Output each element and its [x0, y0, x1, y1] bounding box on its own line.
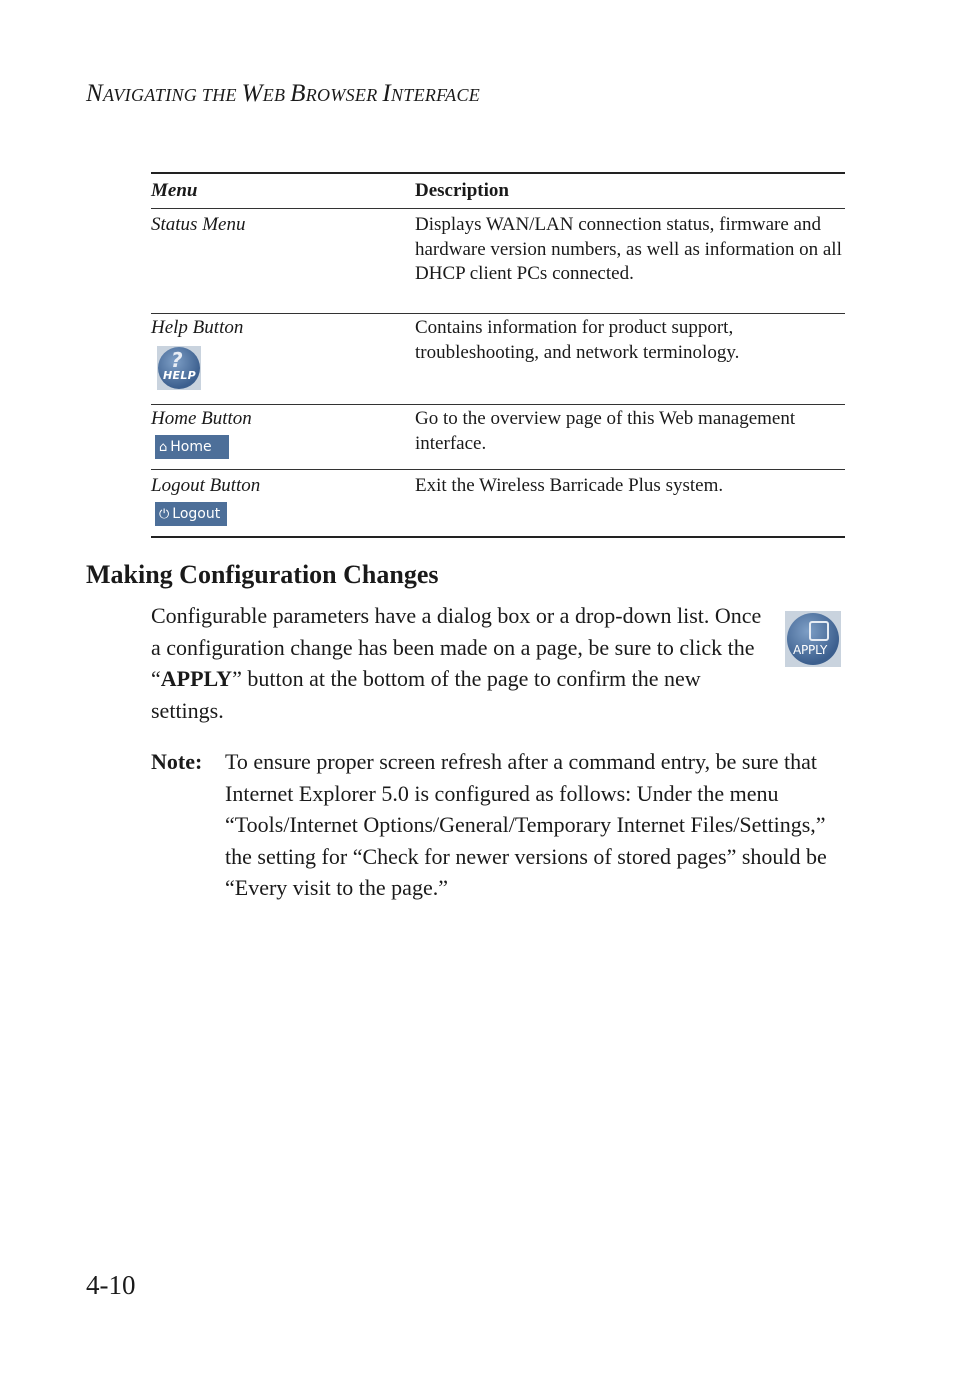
header-cap-1: N — [86, 80, 103, 107]
note-block — [151, 746, 831, 904]
menu-table — [151, 172, 845, 538]
help-question-icon: ? HELP — [157, 346, 201, 390]
menu-description: Displays WAN/LAN connection status, firmware and hardware version numbers, as well as information on all DHCP client PCs connected. — [415, 214, 842, 284]
note-label: Note: — [151, 749, 203, 774]
power-icon: ⏻ — [159, 506, 170, 522]
column-header-menu: Menu — [151, 180, 198, 201]
running-header — [86, 80, 480, 108]
menu-name: Help Button — [151, 317, 244, 338]
home-icon: ⌂ — [159, 439, 168, 455]
help-image-label: HELP — [163, 369, 196, 382]
menu-description: Go to the overview page of this Web management interface. — [415, 408, 796, 454]
menu-description: Exit the Wireless Barricade Plus system. — [415, 475, 724, 496]
header-rest-2: EB — [262, 85, 291, 105]
page-number: 4-10 — [86, 1270, 136, 1300]
header-rest-3: ROWSER — [305, 85, 383, 105]
paragraph-text-2: ” button at the bottom of the page to confirm the new settings. — [151, 666, 701, 723]
logout-button-image — [155, 502, 227, 526]
header-cap-2: W — [241, 80, 263, 107]
header-cap-3: B — [290, 80, 306, 107]
section-paragraph — [151, 600, 776, 726]
table-row — [151, 405, 845, 470]
menu-name: Status Menu — [151, 214, 246, 235]
header-rest-1: AVIGATING THE — [102, 85, 242, 105]
paragraph-bold: APPLY — [160, 666, 233, 691]
header-cap-4: I — [382, 80, 391, 107]
column-header-description: Description — [415, 179, 509, 201]
menu-description: Contains information for product support, troubleshooting, and network terminology. — [415, 317, 740, 363]
paragraph-text-1: Configurable parameters have a dialog box or a drop-down list. Once a configuration change has been made on a page, be sure to click the “ — [151, 603, 762, 691]
section-title: Making Configuration Changes — [86, 560, 439, 589]
table-row — [151, 470, 845, 536]
logout-image-label: Logout — [172, 506, 221, 522]
menu-name: Home Button — [151, 408, 252, 429]
home-image-label: Home — [170, 439, 212, 455]
apply-image-label: APPLY — [793, 643, 828, 657]
table-header-row — [151, 174, 845, 209]
note-text: To ensure proper screen refresh after a command entry, be sure that Internet Explorer 5.0 is configured as follows: Under the menu “Tools/Internet Options/General/Temporary Internet Files/Settings,” the setting for “Check for newer versions of stored pages” should be “Every visit to the page.” — [225, 749, 827, 900]
menu-name: Logout Button — [151, 475, 261, 496]
apply-icon — [785, 611, 841, 667]
table-row — [151, 209, 845, 314]
table-row — [151, 314, 845, 405]
header-rest-4: NTERFACE — [390, 85, 481, 105]
home-button-image — [155, 435, 229, 459]
